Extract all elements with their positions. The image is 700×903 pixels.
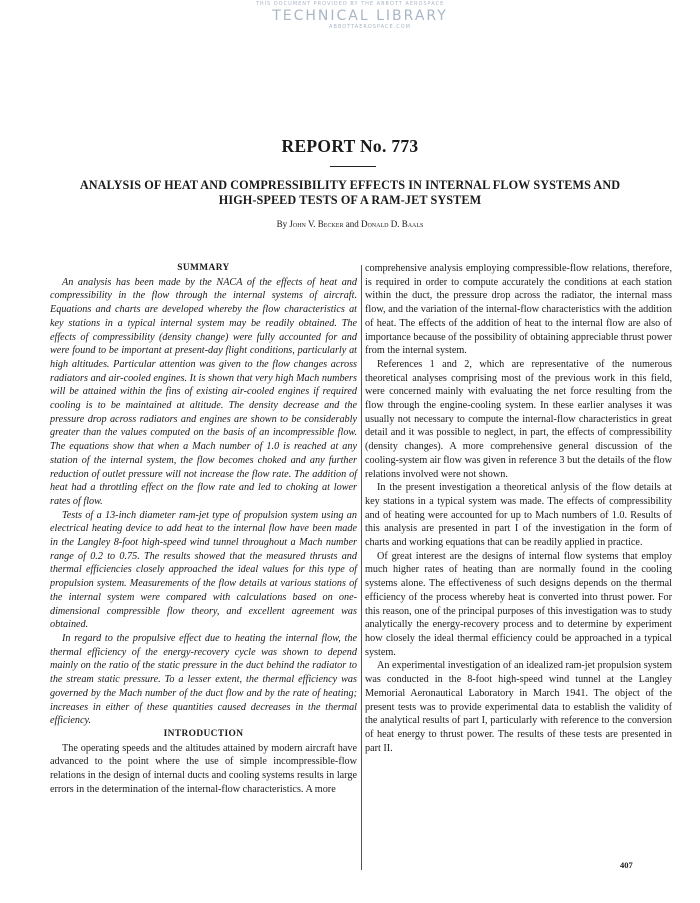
- summary-paragraph: An analysis has been made by the NACA of the effects of heat and compressibility in the flow through the internal systems of aircraft. Equations and charts are developed whereby the flow characteristics at key stations in a typical internal system may be readily obtained. The effects of compressibility (density change) were fully accounted for and were found to be important at present-day flight conditions, particularly at high altitudes. Particular attention was given to the flow changes across radiators and air-cooled engines. It is shown that very high Mach numbers will be attained within the fins of existing air-cooled engines if required cooling is to be maintained at altitude. The density decrease and the pressure drop across radiators and engines are shown to be considerably greater than the values computed on the basis of an incompressible flow. The equations show that when a Mach number of 1.0 is reached at any station of the internal system, the flow becomes choked and any further reduction of outlet pressure will not increase the flow rate. The addition of heat had a throttling effect on the flow rate and led to choking at lower rates of flow.: [50, 276, 357, 507]
- summary-heading: SUMMARY: [177, 263, 230, 273]
- author-2: Donald D. Baals: [360, 219, 424, 229]
- introduction-paragraph: Of great interest are the designs of internal flow systems that employ much higher rates of heating than are normally found in the cooling systems alone. The effectiveness of such designs depends on the thermal efficiency of the process whereby heat is converted into thrust power. For this reason, one of the principal purposes of this investigation was to study analytically the energy-recovery process and to determine by experiment how closely the ideal thermal efficiency could be approached in a typical system.: [365, 550, 672, 658]
- byline-by: By: [276, 219, 288, 229]
- paper-title: [24, 178, 676, 208]
- watermark: [0, 1, 700, 31]
- right-column: [365, 262, 672, 755]
- column-divider: [361, 265, 362, 870]
- introduction-paragraph: The operating speeds and the altitudes attained by modern aircraft have advanced to the point where the use of simple incompressible-flow relations in the design of internal ducts and cooling systems results in large errors in the determination of the internal-flow characteristics. A more: [50, 742, 357, 795]
- watermark-provider-line: THIS DOCUMENT PROVIDED BY THE ABBOTT AEROSPACE: [255, 1, 445, 7]
- introduction-heading: INTRODUCTION: [163, 728, 244, 739]
- summary-paragraph: In regard to the propulsive effect due to heating the internal flow, the thermal efficiency of the energy-recovery cycle was shown to depend mainly on the ratio of the static pressure in the duct behind the radiator to the stream static pressure. To a lesser extent, the thermal efficiency was governed by the Mach number of the duct flow and by the rate of heating; increases in either of these quantities caused decreases in the thermal efficiency.: [50, 632, 357, 727]
- title-line-2: HIGH-SPEED TESTS OF A RAM-JET SYSTEM: [218, 193, 482, 207]
- byline: [0, 219, 700, 229]
- introduction-continuation: comprehensive analysis employing compressible-flow relations, therefore, is required in order to compute accurately the conditions at each station within the duct, the pressure drop across the radiator, the internal mass flow, and the variation of the internal-flow characteristics with the addition of heat. The effects of the addition of heat to the internal flow are also of importance because of the possibility of obtaining appreciable thrust power from the internal system.: [365, 263, 672, 357]
- watermark-url: ABBOTTAEROSPACE.COM: [329, 24, 411, 30]
- summary-paragraph: Tests of a 13-inch diameter ram-jet type of propulsion system using an electrical heating device to add heat to the internal flow have been made in the Langley 8-foot high-speed wind tunnel throughout a Mach number range of 0.2 to 0.75. The results showed that the measured thrusts and thermal efficiencies closely approached the ideal values for this type of propulsion system. Measurements of the flow details at various stations of the internal system were compared with calculations based on one-dimensional compressible flow theory, and excellent agreement was obtained.: [50, 509, 357, 631]
- summary-section: [50, 276, 357, 728]
- title-rule: [330, 166, 376, 167]
- title-line-1: ANALYSIS OF HEAT AND COMPRESSIBILITY EFFECTS IN INTERNAL FLOW SYSTEMS AND: [79, 178, 621, 192]
- byline-and: and: [345, 219, 359, 229]
- author-1: John V. Becker: [289, 219, 344, 229]
- introduction-paragraph: In the present investigation a theoretical anlysis of the flow details at key stations in a typical system was made. The effects of compressibility and of heating were accounted for up to Mach numbers of 1.0. Results of this analysis are presented in part I of the investigation in the form of charts and working equations that can be readily applied in practice.: [365, 482, 672, 549]
- left-column: [50, 262, 357, 796]
- report-number: REPORT No. 773: [281, 136, 419, 156]
- introduction-paragraph: References 1 and 2, which are representative of the numerous theoretical analyses comprising most of the previous work in this field, were concerned mainly with evaluating the net force resulting from the flow through the engine-cooling system. In these earlier analyses it was usually not necessary to compute the internal-flow characteristics in great detail and it was possible to neglect, in part, the effects of compressibility (density changes). A more comprehensive general discussion of the cooling-system air flow was given in reference 3 but the details of the flow relations involved were not shown.: [365, 358, 672, 480]
- page-number: 407: [620, 860, 633, 870]
- watermark-library-title: TECHNICAL LIBRARY: [272, 8, 448, 24]
- introduction-paragraph: An experimental investigation of an idealized ram-jet propulsion system was conducted in the 8-foot high-speed wind tunnel at the Langley Memorial Aeronautical Laboratory in March 1941. The object of the present tests was to provide experimental data to establish the validity of the analytical results of part I, particularly with reference to the conversion of heat energy to thrust power. The results of these tests are presented in part II.: [365, 660, 672, 754]
